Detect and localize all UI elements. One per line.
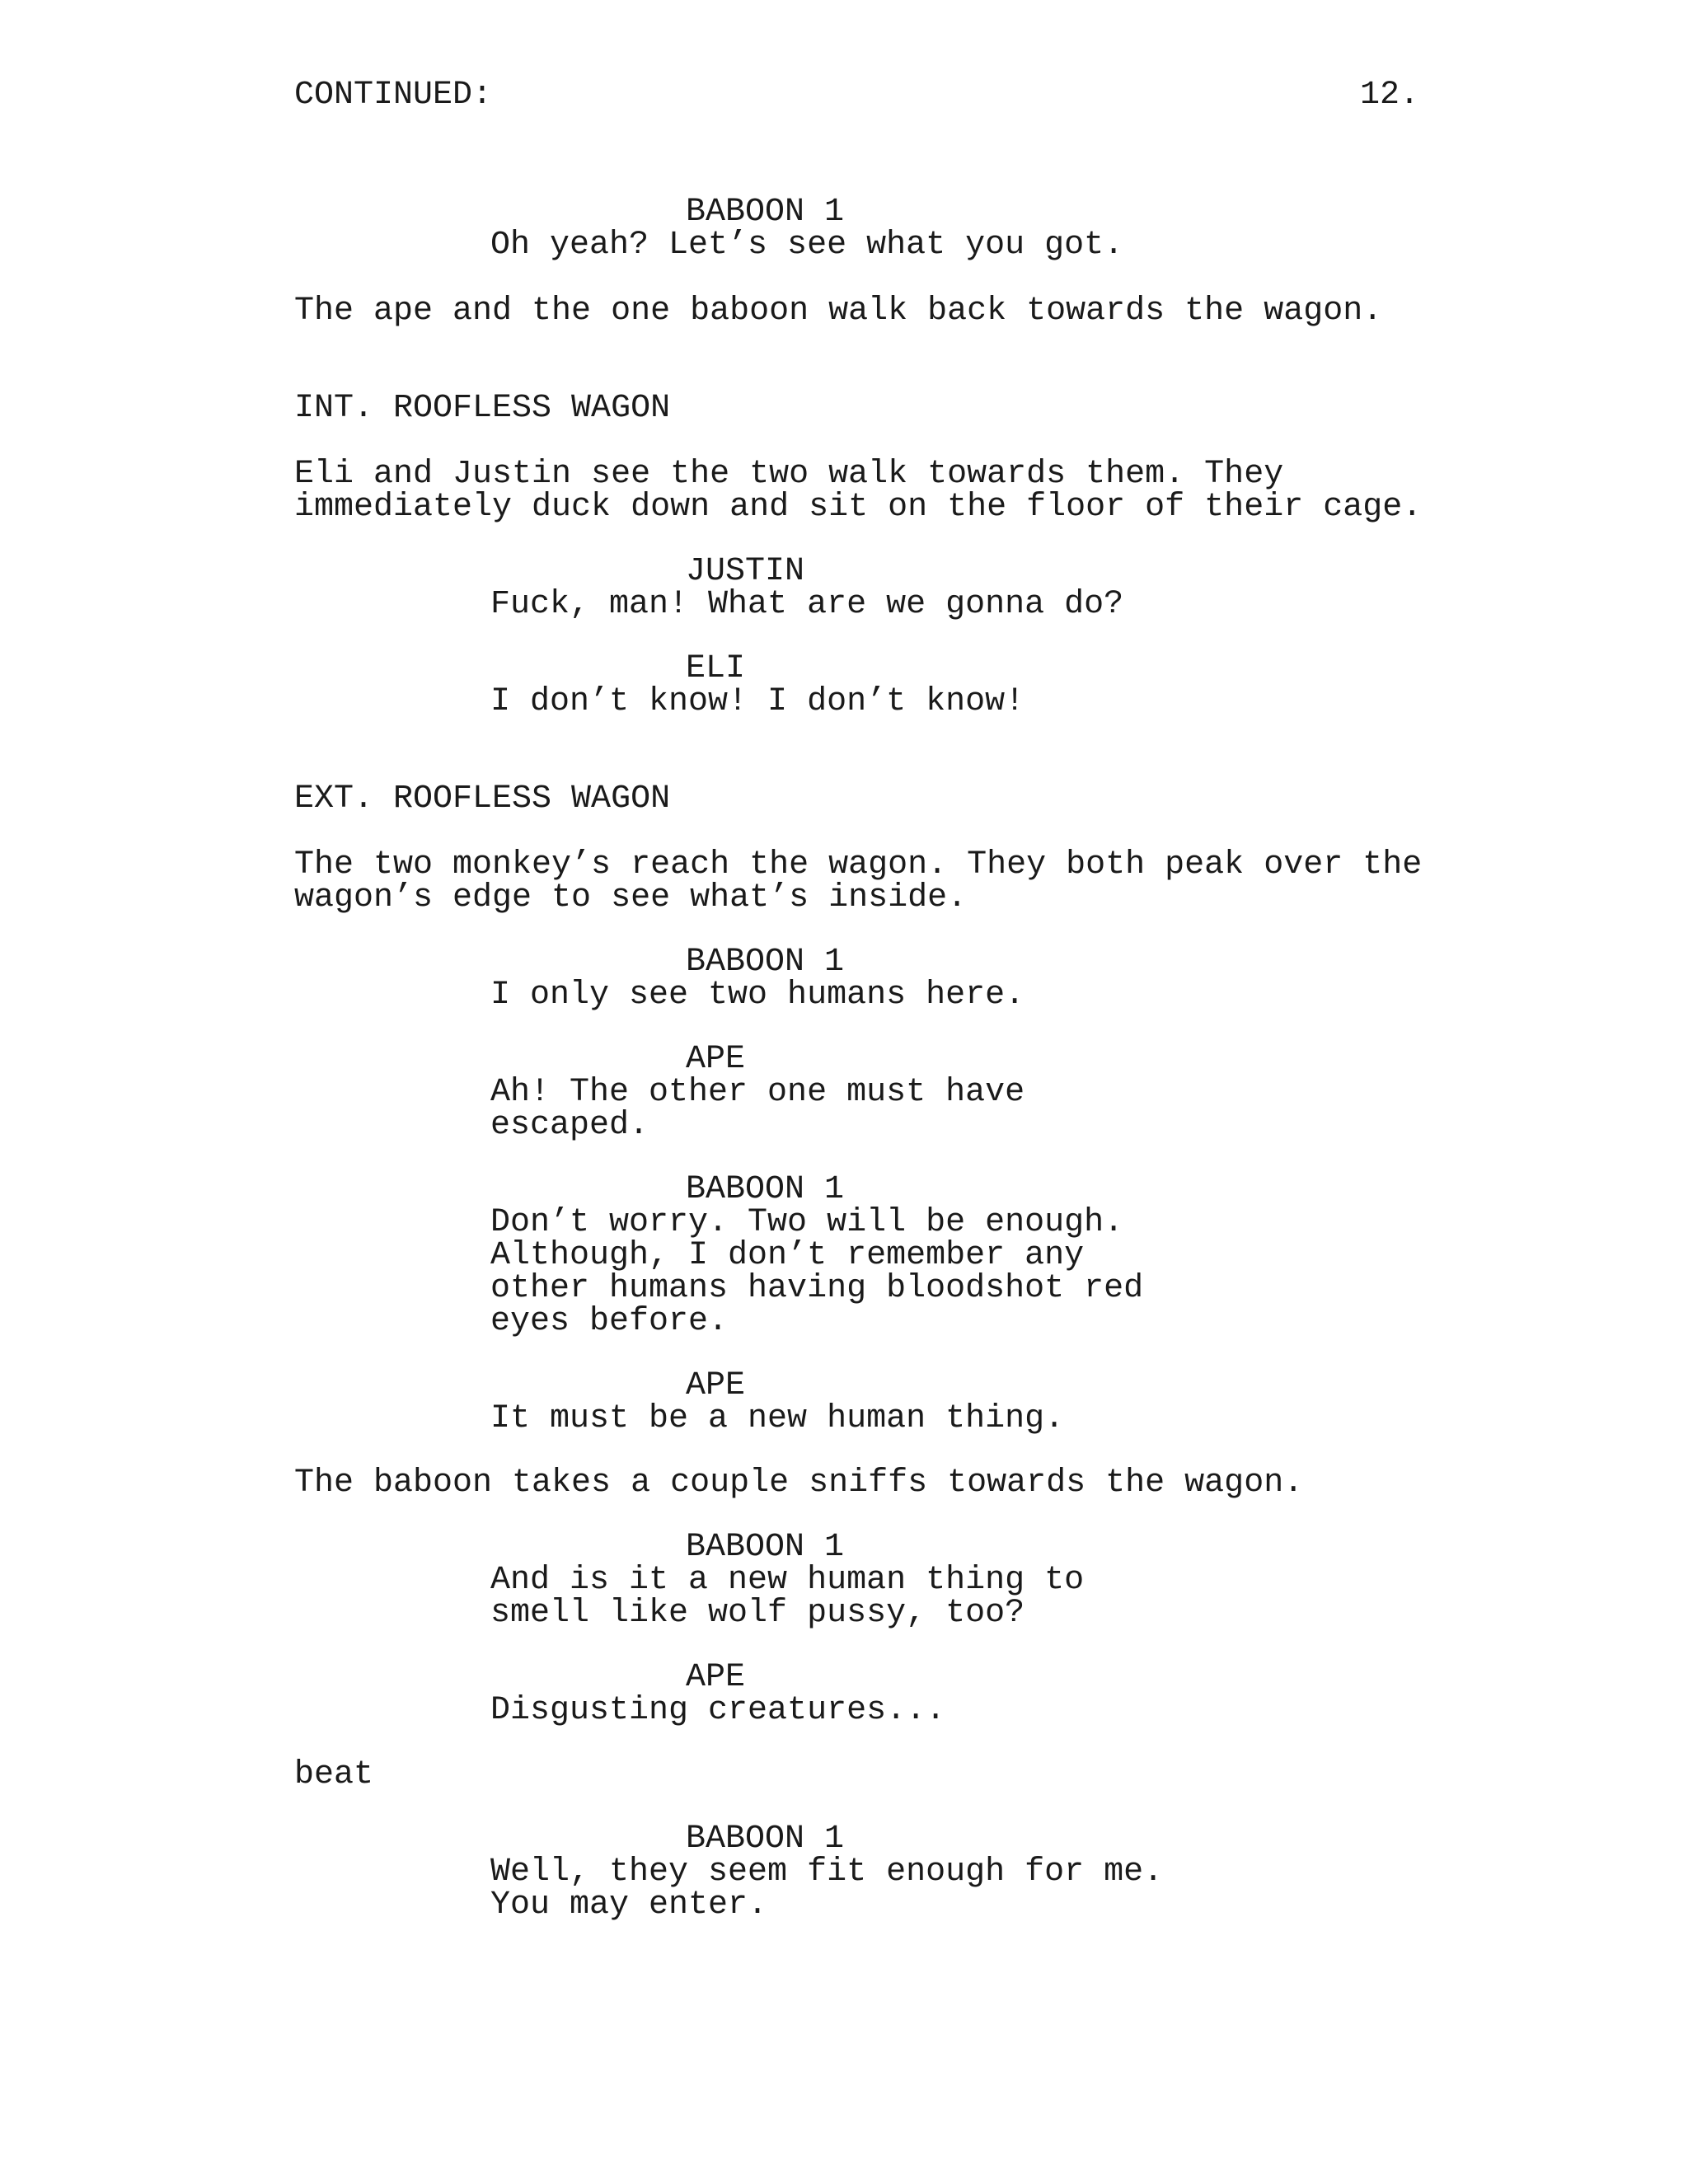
action-line: immediately duck down and sit on the floor of their cage. xyxy=(294,489,1423,526)
dialogue-line: Although, I don’t remember any xyxy=(490,1237,1085,1274)
character-cue: ELI xyxy=(686,650,746,687)
dialogue-line: I don’t know! I don’t know! xyxy=(490,683,1025,720)
character-cue: BABOON 1 xyxy=(686,1171,845,1208)
character-cue: BABOON 1 xyxy=(686,944,845,981)
character-cue: BABOON 1 xyxy=(686,1529,845,1566)
action-line: Eli and Justin see the two walk towards them. They xyxy=(294,456,1284,493)
character-cue: APE xyxy=(686,1041,746,1078)
dialogue-line: eyes before. xyxy=(490,1303,729,1340)
action-line: The two monkey’s reach the wagon. They both peak over the xyxy=(294,846,1423,883)
action-line: The ape and the one baboon walk back towards the wagon. xyxy=(294,293,1383,330)
dialogue-line: Disgusting creatures... xyxy=(490,1692,946,1729)
character-cue: APE xyxy=(686,1367,746,1404)
dialogue-line: escaped. xyxy=(490,1107,649,1144)
dialogue-line: smell like wolf pussy, too? xyxy=(490,1595,1025,1632)
dialogue-line: I only see two humans here. xyxy=(490,977,1025,1014)
dialogue-line: Ah! The other one must have xyxy=(490,1074,1025,1111)
action-line: The baboon takes a couple sniffs towards the wagon. xyxy=(294,1465,1304,1502)
dialogue-line: And is it a new human thing to xyxy=(490,1562,1085,1599)
dialogue-line: You may enter. xyxy=(490,1886,768,1924)
character-cue: APE xyxy=(686,1659,746,1696)
action-line: wagon’s edge to see what’s inside. xyxy=(294,879,968,916)
action-line: beat xyxy=(294,1756,374,1793)
dialogue-line: other humans having bloodshot red xyxy=(490,1270,1144,1307)
scene-heading: EXT. ROOFLESS WAGON xyxy=(294,780,671,818)
dialogue-line: Don’t worry. Two will be enough. xyxy=(490,1204,1124,1241)
dialogue-line: It must be a new human thing. xyxy=(490,1400,1065,1437)
continued-label: CONTINUED: xyxy=(294,77,493,114)
scene-heading: INT. ROOFLESS WAGON xyxy=(294,390,671,427)
dialogue-line: Fuck, man! What are we gonna do? xyxy=(490,586,1124,623)
dialogue-line: Well, they seem fit enough for me. xyxy=(490,1854,1164,1891)
character-cue: BABOON 1 xyxy=(686,1821,845,1858)
character-cue: BABOON 1 xyxy=(686,194,845,231)
character-cue: JUSTIN xyxy=(686,553,805,590)
dialogue-line: Oh yeah? Let’s see what you got. xyxy=(490,227,1124,264)
page-number: 12. xyxy=(1360,77,1420,114)
